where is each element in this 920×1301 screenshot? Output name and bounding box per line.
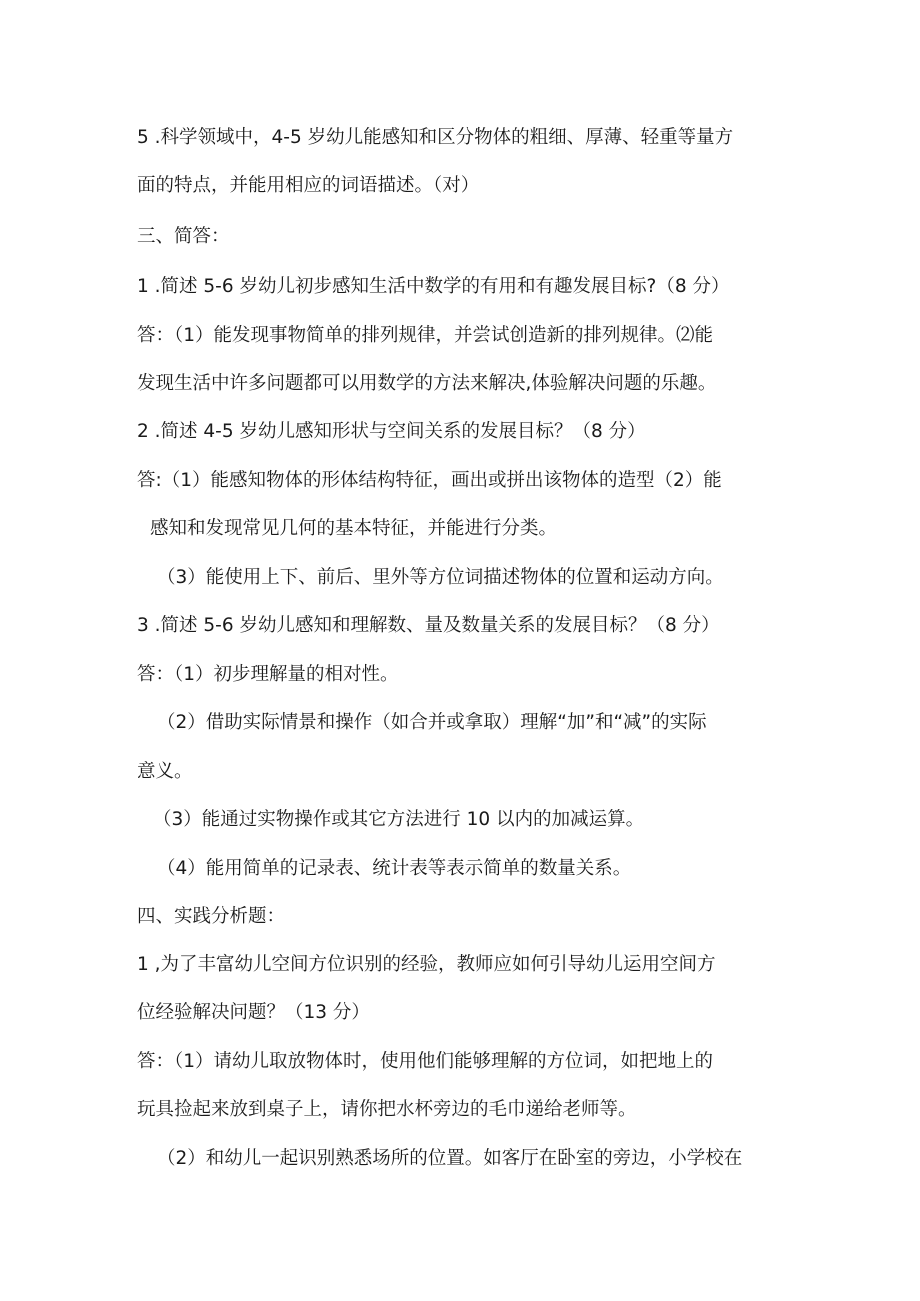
section-heading-short-answer: 三、简答： bbox=[137, 226, 230, 247]
answer-2-line-3: （3）能使用上下、前后、里外等方位词描述物体的位置和运动方向。 bbox=[157, 567, 724, 588]
practice-answer-1-line-2: 玩具捡起来放到桌子上，请你把水杯旁边的毛巾递给老师等。 bbox=[137, 1099, 637, 1120]
answer-3-line-3: 意义。 bbox=[137, 761, 193, 782]
answer-2-line-2: 感知和发现常见几何的基本特征，并能进行分类。 bbox=[150, 518, 558, 539]
practice-answer-1-line-1: 答：（1）请幼儿取放物体时，使用他们能够理解的方位词，如把地上的 bbox=[137, 1051, 714, 1072]
answer-3-line-1: 答：（1）初步理解量的相对性。 bbox=[137, 664, 399, 685]
answer-3-line-2: （2）借助实际情景和操作（如合并或拿取）理解“加”和“减”的实际 bbox=[157, 712, 707, 733]
answer-2-line-1: 答:（1）能感知物体的形体结构特征，画出或拼出该物体的造型（2）能 bbox=[137, 470, 722, 491]
question-2-title: 2 .简述 4-5 岁幼儿感知形状与空间关系的发展目标？（8 分） bbox=[137, 421, 646, 442]
answer-1-line-2: 发现生活中许多问题都可以用数学的方法来解决,体验解决问题的乐趣。 bbox=[137, 373, 717, 394]
answer-1-line-1: 答：（1）能发现事物简单的排列规律，并尝试创造新的排列规律。⑵能 bbox=[137, 325, 714, 346]
section-heading-practice-analysis: 四、实践分析题： bbox=[137, 906, 286, 927]
answer-3-line-5: （4）能用简单的记录表、统计表等表示简单的数量关系。 bbox=[157, 858, 632, 879]
answer-3-line-4: （3）能通过实物操作或其它方法进行 10 以内的加减运算。 bbox=[153, 809, 645, 830]
practice-answer-1-line-3: （2）和幼儿一起识别熟悉场所的位置。如客厅在卧室的旁边，小学校在 bbox=[157, 1148, 743, 1169]
practice-question-1-line-1: 1 ,为了丰富幼儿空间方位识别的经验，教师应如何引导幼儿运用空间方 bbox=[137, 954, 716, 975]
true-false-item-5-line-2: 面的特点，并能用相应的词语描述。（对） bbox=[137, 175, 480, 196]
question-3-title: 3 .简述 5-6 岁幼儿感知和理解数、量及数量关系的发展目标？（8 分） bbox=[137, 615, 720, 636]
practice-question-1-line-2: 位经验解决问题？（13 分） bbox=[137, 1002, 370, 1023]
question-1-title: 1 .简述 5-6 岁幼儿初步感知生活中数学的有用和有趣发展目标?（8 分） bbox=[137, 276, 730, 297]
true-false-item-5-line-1: 5 .科学领域中，4-5 岁幼儿能感知和区分物体的粗细、厚薄、轻重等量方 bbox=[137, 127, 734, 148]
